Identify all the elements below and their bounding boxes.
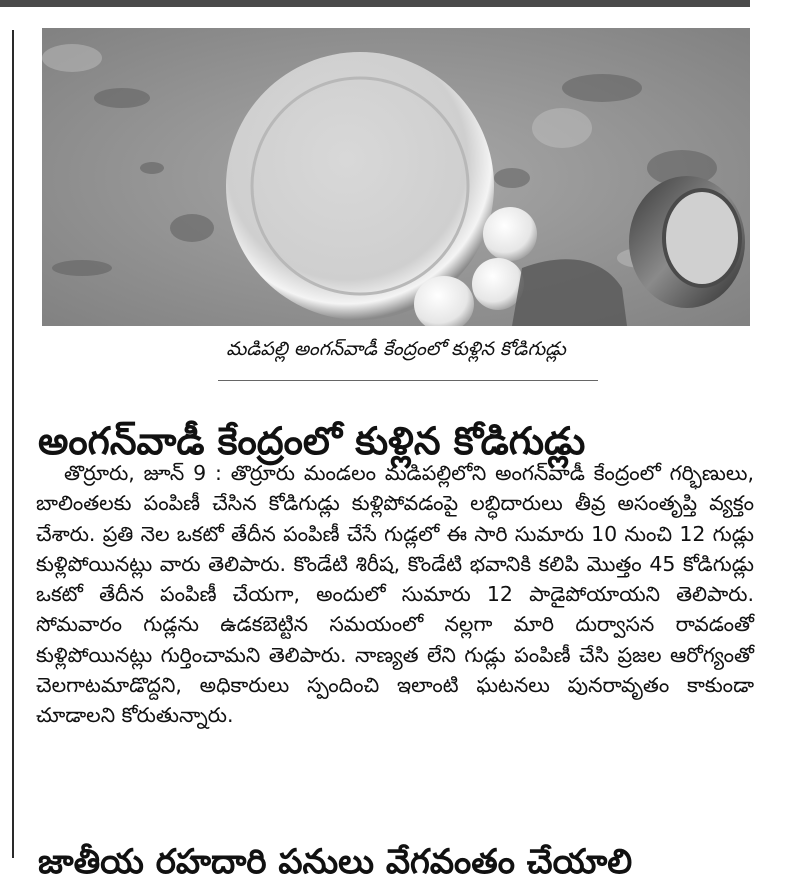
- next-article-headline: జాతీయ రహదారి పనులు వేగవంతం చేయాలి: [38, 842, 633, 882]
- article-headline: అంగన్‌వాడీ కేంద్రంలో కుళ్లిన కోడిగుడ్లు: [38, 419, 586, 464]
- article-body: [36, 458, 754, 731]
- pot-opening: [664, 190, 740, 286]
- photo-illustration: [42, 28, 750, 326]
- news-photo: [42, 28, 750, 326]
- article-paragraph: తొర్రూరు, జూన్ 9 : తొర్రూరు మండలం మడిపల్లిలోని అంగన్‌వాడీ కేంద్రంలో గర్భిణులు, బాలింతలకు పంపిణీ చేసిన కోడిగుడ్లు కుళ్లిపోవడంపై లబ్ధిదారులు తీవ్ర అసంతృప్తి వ్యక్తం చేశారు. ప్రతి నెల ఒకటో తేదీన పంపిణీ చేసే గుడ్లలో ఈ సారి సుమారు 10 నుంచి 12 గుడ్లు కుళ్లిపోయినట్లు వారు తెలిపారు. కొండేటి శిరీష, కొండేటి భవానికి కలిపి మొత్తం 45 కోడిగుడ్లు ఒకటో తేదీన పంపిణీ చేయగా, అందులో సుమారు 12 పాడైపోయాయని తెలిపారు. సోమవారం గుడ్లను ఉడకబెట్టిన సమయంలో నల్లగా మారి దుర్వాసన రావడంతో కుళ్లిపోయినట్లు గుర్తించామని తెలిపారు. నాణ్యత లేని గుడ్లు పంపిణీ చేసి ప్రజల ఆరోగ్యంతో చెలగాటమాడొద్దని, అధికారులు స్పందించి ఇలాంటి ఘటనలు పునరావృతం కాకుండా చూడాలని కోరుతున్నారు.: [36, 461, 754, 728]
- column-rule: [12, 30, 14, 858]
- caption-divider: [218, 380, 598, 381]
- egg-1: [483, 207, 537, 261]
- top-rule: [0, 0, 750, 7]
- photo-caption: మడిపల్లి అంగన్‌వాడీ కేంద్రంలో కుళ్లిన కోడిగుడ్లు: [226, 338, 566, 360]
